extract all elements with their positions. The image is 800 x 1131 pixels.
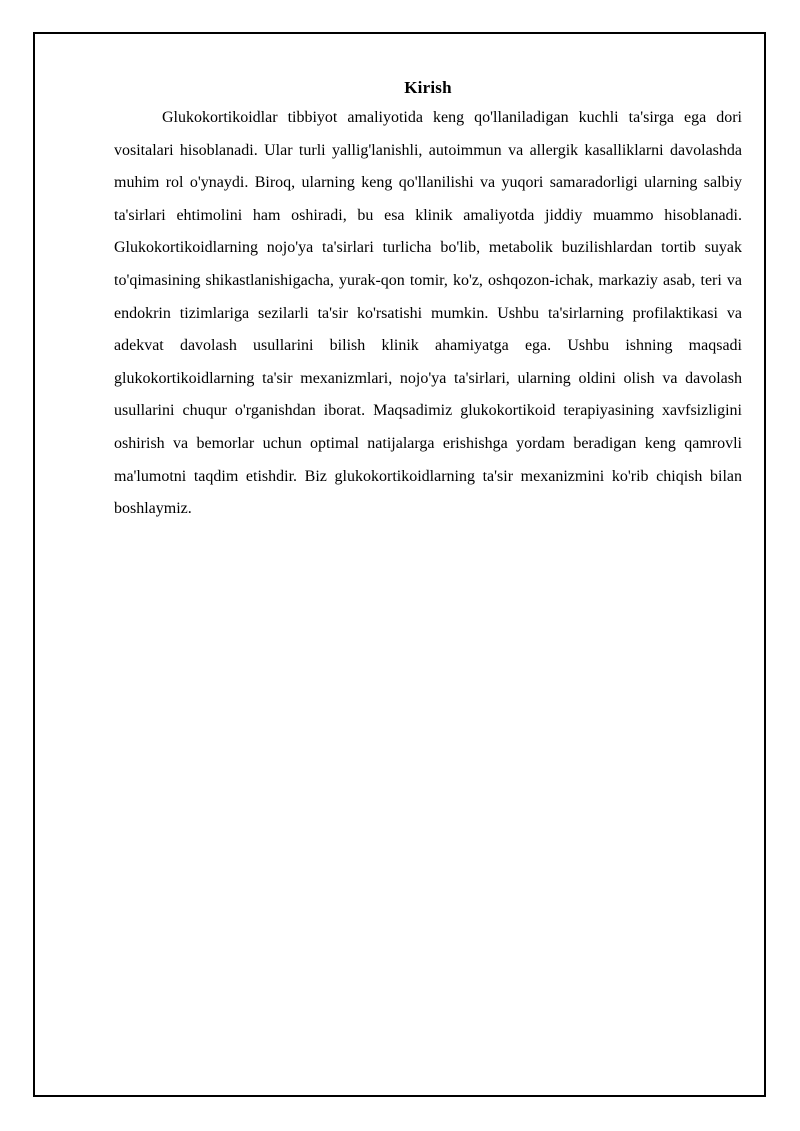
document-body [114, 74, 742, 526]
intro-paragraph: Glukokortikoidlar tibbiyot amaliyotida keng qo'llaniladigan kuchli ta'sirga ega dori vositalari hisoblanadi. Ular turli yallig'lanishli, autoimmun va allergik kasalliklarni davolashda muhim rol o'ynaydi. Biroq, ularning keng qo'llanilishi va yuqori samaradorligi ularning salbiy ta'sirlari ehtimolini ham oshiradi, bu esa klinik amaliyotda jiddiy muammo hisoblanadi. Glukokortikoidlarning nojo'ya ta'sirlari turlicha bo'lib, metabolik buzilishlardan tortib suyak to'qimasining shikastlanishigacha, yurak-qon tomir, ko'z, oshqozon-ichak, markaziy asab, teri va endokrin tizimlariga sezilarli ta'sir ko'rsatishi mumkin. Ushbu ta'sirlarning profilaktikasi va adekvat davolash usullarini bilish klinik ahamiyatga ega. Ushbu ishning maqsadi glukokortikoidlarning ta'sir mexanizmlari, nojo'ya ta'sirlari, ularning oldini olish va davolash usullarini chuqur o'rganishdan iborat. Maqsadimiz glukokortikoid terapiyasining xavfsizligini oshirish va bemorlar uchun optimal natijalarga erishishga yordam beradigan keng qamrovli ma'lumotni taqdim etishdir. Biz glukokortikoidlarning ta'sir mexanizmini ko'rib chiqish bilan boshlaymiz. [114, 109, 742, 518]
document-title: Kirish [404, 78, 452, 97]
